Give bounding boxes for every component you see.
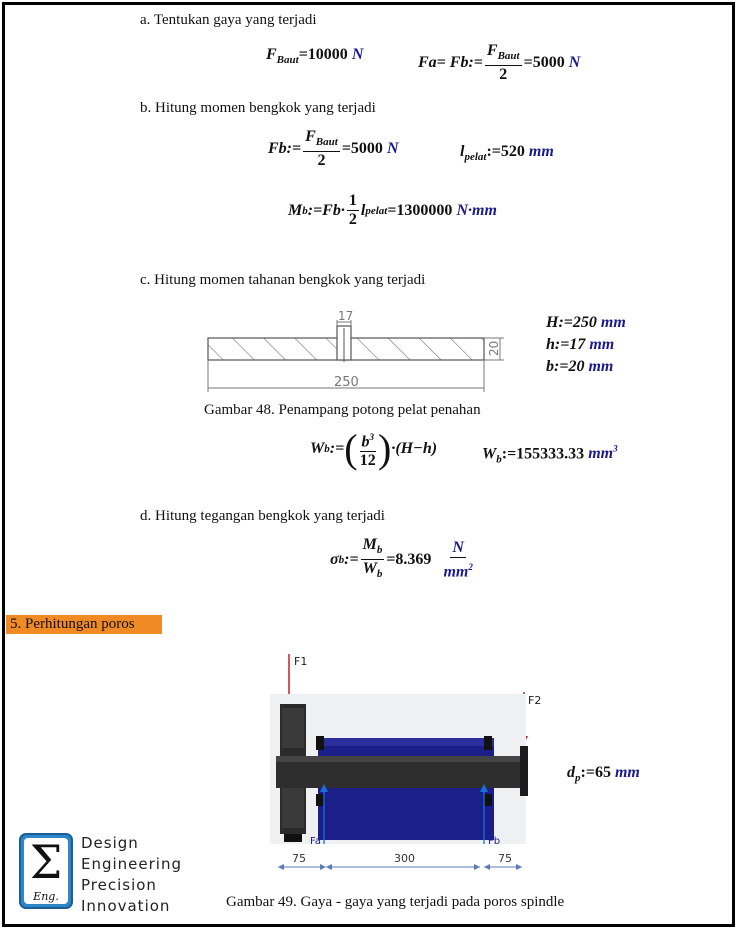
- dim-left: 75: [292, 852, 306, 865]
- equation-H: H:=250 mm: [546, 314, 626, 331]
- section-b-label: b. Hitung momen bengkok yang terjadi: [140, 100, 376, 116]
- equation-b: b:=20 mm: [546, 358, 614, 375]
- equation-fb: Fb:= $\frac{F_{Baut}}{2}$ =5000 N: [268, 128, 399, 170]
- equation-lpelat: $l_{pelat}:=520$ mm: [460, 143, 554, 164]
- dim-17: 17: [338, 309, 354, 323]
- shaft-end-flange: [520, 746, 528, 796]
- svg-text:Eng.: Eng.: [33, 890, 59, 903]
- motor-housing: [318, 738, 494, 840]
- section-5-heading: 5. Perhitungan poros: [6, 615, 162, 634]
- equation-h: h:=17 mm: [546, 336, 615, 353]
- caption-figure-49: Gambar 49. Gaya - gaya yang terjadi pada poros spindle: [226, 894, 565, 910]
- logo-text: [81, 833, 182, 917]
- logo-line-engineering: Engineering: [81, 855, 182, 873]
- label-fa: Fa: [310, 836, 321, 847]
- logo-line-precision: Precision: [81, 876, 157, 894]
- equation-wb-result: $W_b:=155333.33$ $mm^3$: [482, 444, 618, 466]
- equation-sigma: σ b := $\frac{M_b}{W_b}$ =8.369 $\frac{N}{mm^2}$: [330, 536, 473, 581]
- caption-figure-48: Gambar 48. Penampang potong pelat penahan: [204, 402, 481, 418]
- section-a-label: a. Tentukan gaya yang terjadi: [140, 12, 317, 28]
- equation-wb-formula: W b := ( $\frac{b^3}{12}$ ) ·(H−h): [310, 426, 438, 472]
- dim-mid: 300: [394, 852, 415, 865]
- equation-dp: $d_p:=65$ mm: [567, 764, 640, 785]
- section-c-label: c. Hitung momen tahanan bengkok yang terjadi: [140, 272, 426, 288]
- equation-fa: Fa= Fb:= $\frac{F_{Baut}}{2}$ =5000 N: [418, 42, 581, 84]
- svg-text:Σ: Σ: [29, 835, 63, 889]
- dim-right: 75: [498, 852, 512, 865]
- dim-20: 20: [487, 340, 501, 356]
- logo-line-innovation: Innovation: [81, 897, 171, 915]
- spindle-shaft-diagram: [262, 648, 552, 878]
- sigma-book-icon: [16, 832, 76, 912]
- label-f1: F1: [294, 655, 308, 668]
- logo-line-design: Design: [81, 834, 139, 852]
- equation-fbaut: $F_{Baut}=10000$ N: [266, 46, 364, 67]
- dim-250: 250: [334, 375, 359, 390]
- label-fb: Fb: [488, 836, 501, 847]
- plate-cross-section-diagram: [200, 306, 520, 398]
- logo-mark: [16, 832, 76, 912]
- label-f2: F2: [528, 694, 542, 707]
- section-d-label: d. Hitung tegangan bengkok yang terjadi: [140, 508, 385, 524]
- equation-mb: M b :=Fb· $\frac{1}{2}$ l pelat =1300000 N·mm: [288, 192, 497, 228]
